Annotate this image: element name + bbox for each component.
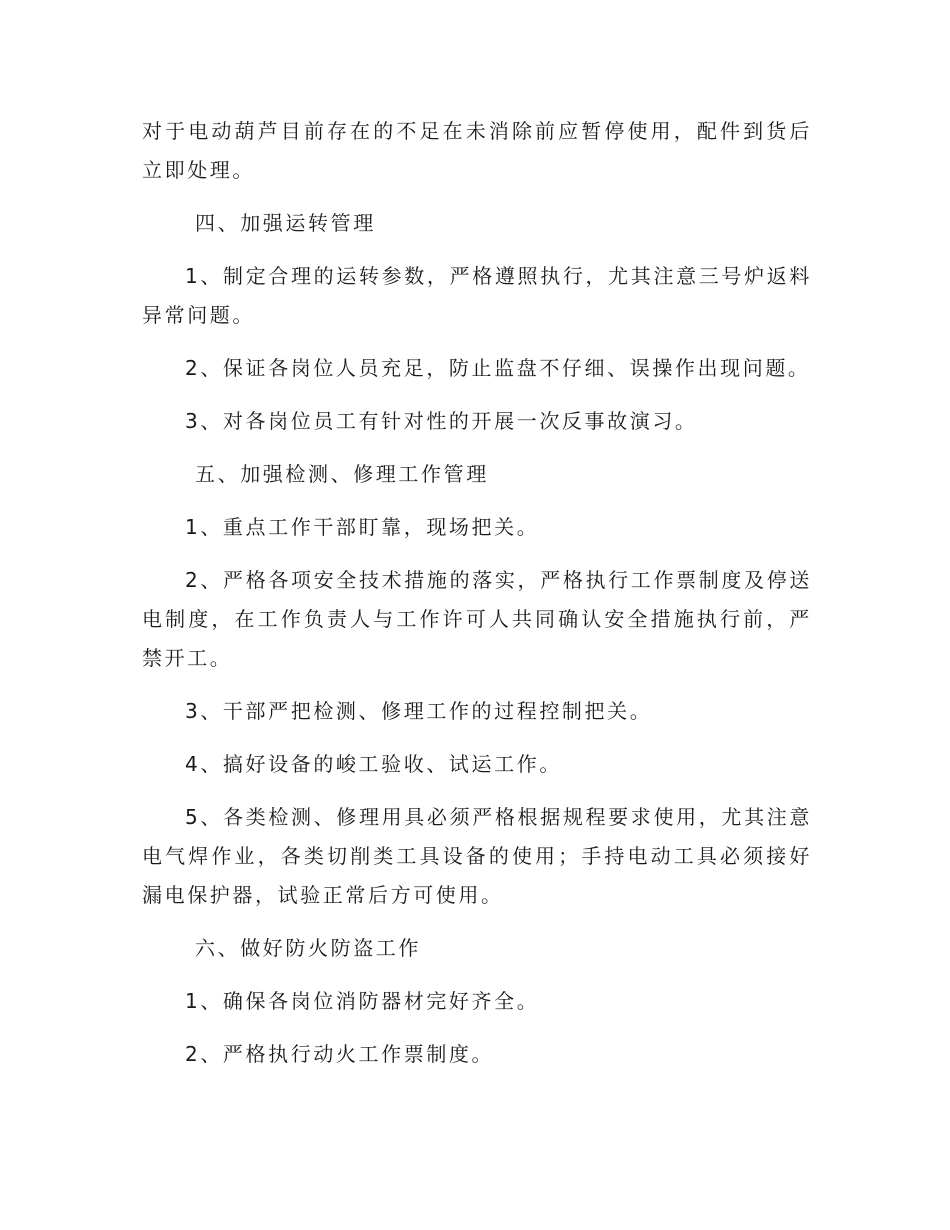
- list-item: 2、保证各岗位人员充足，防止监盘不仔细、误操作出现问题。: [185, 356, 811, 380]
- list-item: 3、干部严把检测、修理工作的过程控制把关。: [185, 699, 653, 723]
- document-body: [142, 112, 812, 1088]
- list-item: 1、制定合理的运转参数，严格遵照执行，尤其注意三号炉返料异常问题。: [142, 264, 812, 327]
- paragraph-continuation: 对于电动葫芦目前存在的不足在未消除前应暂停使用，配件到货后立即处理。: [142, 119, 812, 182]
- list-item: 2、严格各项安全技术措施的落实，严格执行工作票制度及停送电制度，在工作负责人与工作许可人共同确认安全措施执行前，严禁开工。: [142, 568, 812, 670]
- list-item: 3、对各岗位员工有针对性的开展一次反事故演习。: [185, 409, 698, 433]
- section-heading-6: 六、做好防火防盗工作: [195, 936, 421, 960]
- list-item: 5、各类检测、修理用具必须严格根据规程要求使用，尤其注意电气焊作业，各类切削类工具设备的使用；手持电动工具必须接好漏电保护器，试验正常后方可使用。: [142, 805, 812, 907]
- list-item: 2、严格执行动火工作票制度。: [185, 1042, 495, 1066]
- list-item: 1、确保各岗位消防器材完好齐全。: [185, 989, 540, 1013]
- section-heading-5: 五、加强检测、修理工作管理: [195, 462, 489, 486]
- list-item: 4、搞好设备的峻工验收、试运工作。: [185, 752, 562, 776]
- section-heading-4: 四、加强运转管理: [195, 211, 376, 235]
- list-item: 1、重点工作干部盯靠，现场把关。: [185, 515, 540, 539]
